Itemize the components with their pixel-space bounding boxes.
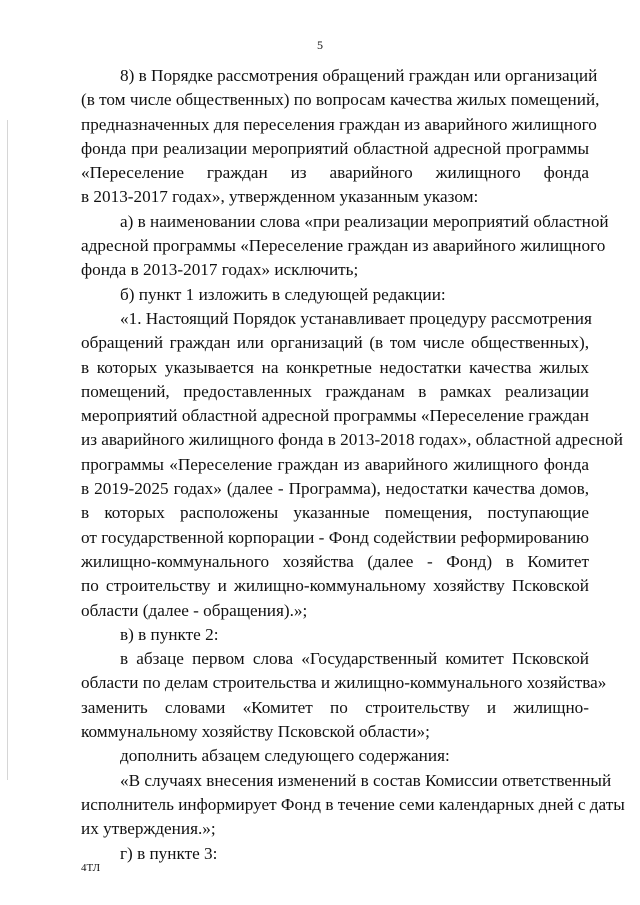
text-line: предназначенных для переселения граждан из аварийного жилищного bbox=[81, 114, 597, 134]
text-line: (в том числе общественных) по вопросам качества жилых помещений, bbox=[81, 90, 600, 110]
text-line: из аварийного жилищного фонда в 2013-2018 годах», областной адресной bbox=[81, 430, 623, 450]
text-line: г) в пункте 3: bbox=[120, 843, 218, 863]
scan-edge-mark bbox=[7, 120, 8, 780]
text-line: «В случаях внесения изменений в состав Комиссии ответственный bbox=[120, 770, 612, 790]
text-line: исполнитель информирует Фонд в течение семи календарных дней с даты bbox=[81, 794, 625, 814]
text-line: заменить словами «Комитет по строительству и жилищно- bbox=[81, 697, 589, 717]
text-line: обращений граждан или организаций (в том числе общественных), bbox=[81, 333, 589, 353]
text-line: в абзаце первом слова «Государственный комитет Псковской bbox=[120, 649, 589, 669]
text-line: 8) в Порядке рассмотрения обращений граждан или организаций bbox=[120, 66, 598, 85]
text-line: дополнить абзацем следующего содержания: bbox=[120, 746, 450, 766]
text-line: от государственной корпорации - Фонд содействии реформированию bbox=[81, 527, 589, 547]
text-line: в которых расположены указанные помещения, поступающие bbox=[81, 503, 589, 523]
text-line: фонда в 2013-2017 годах» исключить; bbox=[81, 260, 359, 280]
text-line: области (далее - обращения).»; bbox=[81, 600, 308, 620]
text-line: «Переселение граждан из аварийного жилищного фонда bbox=[81, 163, 589, 183]
page-number: 5 bbox=[317, 38, 323, 52]
text-line: адресной программы «Переселение граждан из аварийного жилищного bbox=[81, 236, 606, 256]
footer-code: 4ТЛ bbox=[81, 862, 101, 874]
text-line: в) в пункте 2: bbox=[120, 624, 219, 644]
text-line: коммунальному хозяйству Псковской области»; bbox=[81, 722, 430, 742]
text-line: области по делам строительства и жилищно-коммунального хозяйства» bbox=[81, 673, 607, 693]
text-line: их утверждения.»; bbox=[81, 819, 216, 839]
text-line: жилищно-коммунального хозяйства (далее - Фонд) в Комитет bbox=[81, 551, 589, 571]
text-line: а) в наименовании слова «при реализации мероприятий областной bbox=[120, 211, 609, 231]
text-line: программы «Переселение граждан из аварийного жилищного фонда bbox=[81, 454, 589, 474]
text-line: помещений, предоставленных гражданам в рамках реализации bbox=[81, 381, 589, 401]
text-line: фонда при реализации мероприятий областной адресной программы bbox=[81, 138, 589, 158]
text-line: в 2019-2025 годах» (далее - Программа), недостатки качества домов, bbox=[81, 479, 589, 499]
text-line: в 2013-2017 годах», утвержденном указанным указом: bbox=[81, 187, 479, 207]
text-line: б) пункт 1 изложить в следующей редакции: bbox=[120, 284, 446, 304]
text-line: «1. Настоящий Порядок устанавливает процедуру рассмотрения bbox=[120, 308, 592, 328]
text-line: по строительству и жилищно-коммунальному хозяйству Псковской bbox=[81, 576, 589, 596]
text-line: мероприятий областной адресной программы «Переселение граждан bbox=[81, 406, 589, 426]
text-line: в которых указывается на конкретные недостатки качества жилых bbox=[81, 357, 589, 377]
document-body bbox=[81, 64, 625, 866]
